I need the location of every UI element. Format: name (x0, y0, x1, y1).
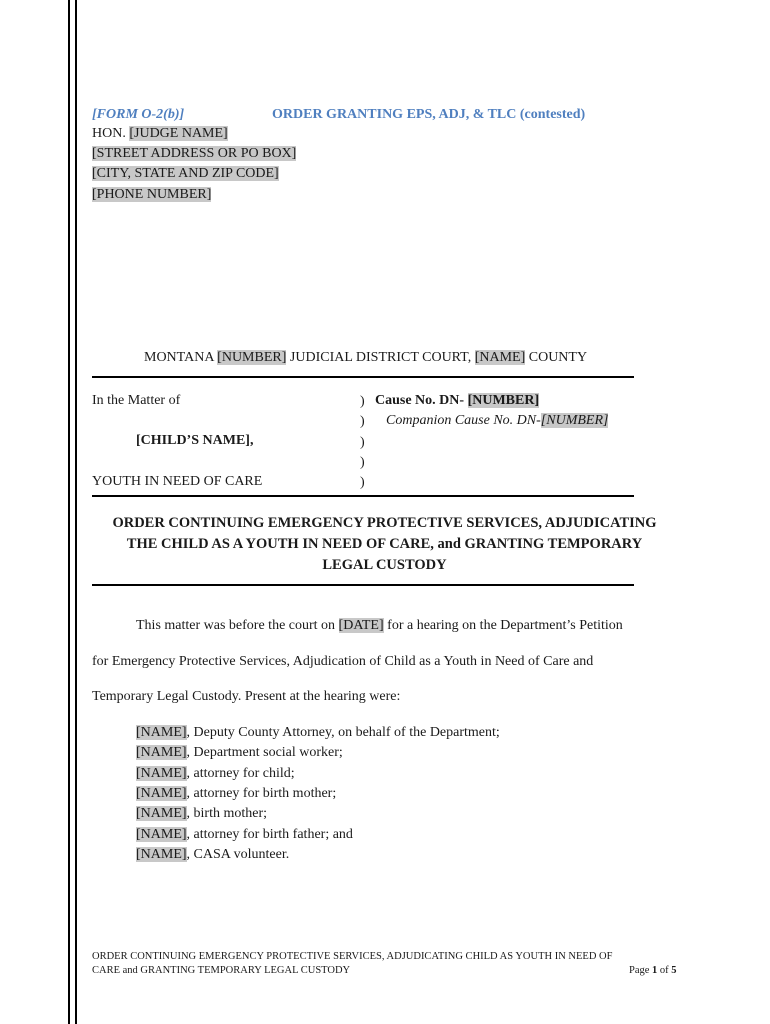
court-middle: JUDICIAL DISTRICT COURT, (286, 350, 475, 365)
caption-rule (92, 495, 634, 497)
form-id (92, 107, 184, 123)
judge-prefix: HON. (92, 126, 130, 141)
attendee-item (136, 725, 500, 741)
attendee-name-field: [NAME] (136, 847, 187, 862)
companion-prefix: Companion Cause No. DN- (386, 413, 541, 428)
companion-cause-number (386, 413, 608, 429)
footer-line-1: ORDER CONTINUING EMERGENCY PROTECTIVE SERVICES, ADJUDICATING CHILD AS YOUTH IN NEED OF (92, 951, 613, 962)
form-title: ORDER GRANTING EPS, ADJ, & TLC (contested) (272, 107, 586, 122)
caption-paren: ) (360, 435, 365, 450)
attendee-role: , Deputy County Attorney, on behalf of the Department; (186, 725, 500, 740)
address-line (92, 146, 296, 162)
body-p1-suffix: for a hearing on the Department’s Petition (383, 618, 623, 633)
page-current: 1 (652, 965, 658, 976)
attendee-name-field: [NAME] (136, 766, 187, 781)
attendee-role: , CASA volunteer. (186, 847, 290, 862)
judge-name-field: [JUDGE NAME] (129, 126, 228, 141)
caption-paren: ) (360, 455, 365, 470)
cause-number-field: [NUMBER] (467, 393, 540, 408)
page-total: 5 (671, 965, 677, 976)
attendee-name-field: [NAME] (136, 827, 187, 842)
county-name-field: [NAME] (474, 350, 526, 365)
attendee-role: , birth mother; (186, 806, 268, 821)
court-prefix: MONTANA (144, 350, 218, 365)
left-margin-rule-outer (68, 0, 70, 1024)
court-rule (92, 376, 634, 378)
left-margin-rule-inner (75, 0, 77, 1024)
caption-matter-of: In the Matter of (92, 393, 181, 408)
attendee-name-field: [NAME] (136, 786, 187, 801)
attendee-item (136, 806, 267, 822)
companion-number-field: [NUMBER] (540, 413, 609, 428)
city-field: [CITY, STATE AND ZIP CODE] (92, 166, 279, 181)
caption-paren: ) (360, 394, 365, 409)
title-rule (92, 584, 634, 586)
phone-field: [PHONE NUMBER] (92, 187, 212, 202)
phone-line (92, 187, 211, 203)
attendee-item (136, 827, 353, 843)
body-line-2: for Emergency Protective Services, Adjudication of Child as a Youth in Need of Care and (92, 654, 594, 669)
attendee-item (136, 786, 336, 802)
body-p1-prefix: This matter was before the court on (136, 618, 339, 633)
body-line-3: Temporary Legal Custody. Present at the hearing were: (92, 689, 401, 704)
cause-prefix: Cause No. DN- (375, 393, 468, 408)
order-title-line: ORDER CONTINUING EMERGENCY PROTECTIVE SERVICES, ADJUDICATING (112, 515, 657, 531)
attendee-item (136, 745, 343, 761)
cause-number (375, 393, 539, 409)
caption-paren: ) (360, 414, 365, 429)
hearing-date-field: [DATE] (338, 618, 384, 633)
district-number-field: [NUMBER] (217, 350, 287, 365)
attendee-name-field: [NAME] (136, 725, 187, 740)
court-suffix: COUNTY (525, 350, 588, 365)
caption-paren: ) (360, 475, 365, 490)
attendee-role: , attorney for birth mother; (186, 786, 337, 801)
attendee-role: , Department social worker; (186, 745, 343, 760)
order-title-line: LEGAL CUSTODY (322, 557, 447, 573)
city-line (92, 166, 279, 182)
form-id-text: [FORM O-2(b)] (92, 107, 185, 122)
attendee-name-field: [NAME] (136, 745, 187, 760)
attendee-role: , attorney for birth father; and (186, 827, 353, 842)
body-line-1 (136, 618, 623, 634)
caption-child-name: [CHILD’S NAME], (136, 433, 254, 448)
order-title-line: THE CHILD AS A YOUTH IN NEED OF CARE, and GRANTING TEMPORARY (126, 536, 643, 552)
page-of: of (657, 965, 672, 976)
court-name (144, 350, 587, 366)
page-prefix: Page (629, 965, 653, 976)
attendee-role: , attorney for child; (186, 766, 295, 781)
attendee-name-field: [NAME] (136, 806, 187, 821)
page-number (629, 965, 677, 976)
address-field: [STREET ADDRESS OR PO BOX] (92, 146, 297, 161)
attendee-item (136, 766, 295, 782)
order-title (92, 513, 677, 576)
caption-youth: YOUTH IN NEED OF CARE (92, 474, 263, 489)
judge-line (92, 126, 228, 142)
footer-line-2: CARE and GRANTING TEMPORARY LEGAL CUSTODY (92, 965, 351, 976)
attendee-item (136, 847, 289, 863)
